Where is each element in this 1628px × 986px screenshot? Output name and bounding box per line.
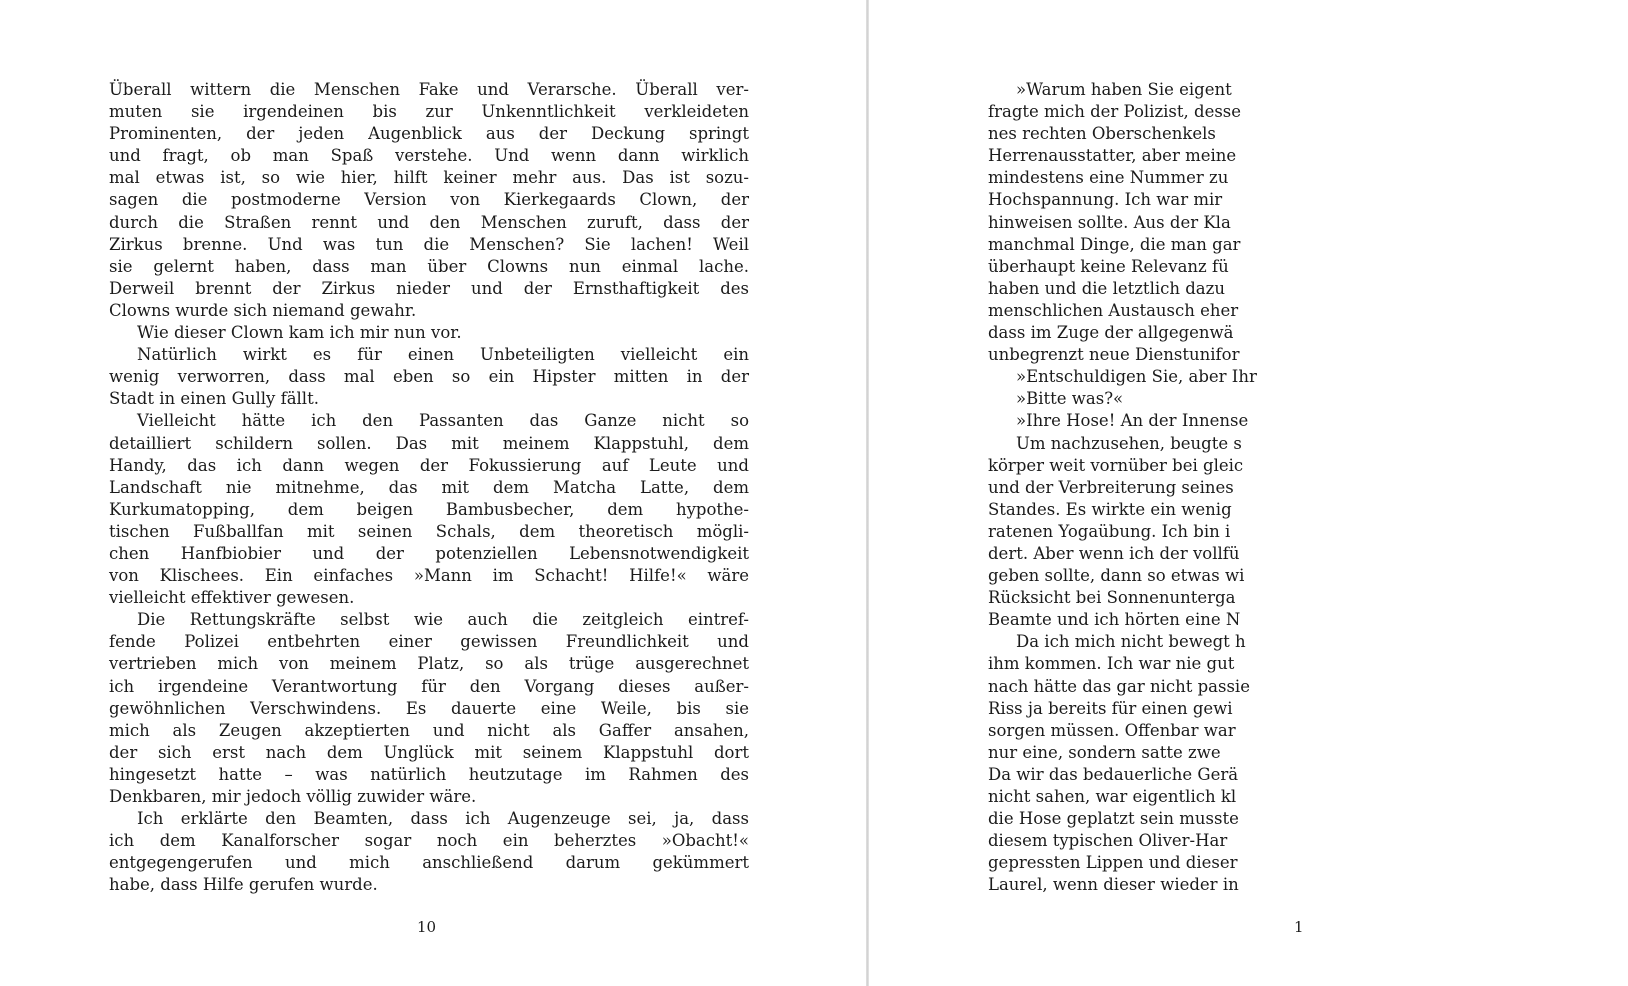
text-line: Denkbaren, mir jedoch völlig zuwider wäre. bbox=[109, 787, 477, 806]
right-page-text bbox=[988, 79, 1628, 896]
text-line: überhaupt keine Relevanz fü bbox=[988, 256, 1229, 276]
text-line: »Ihre Hose! An der Innense bbox=[1016, 411, 1249, 431]
text-line: sie gelernt haben, dass man über Clowns nun einmal lache. bbox=[109, 256, 749, 276]
left-page-text bbox=[109, 79, 749, 896]
text-line: Riss ja bereits für einen gewi bbox=[988, 698, 1233, 718]
text-line: der sich erst nach dem Unglück mit seinem Klappstuhl dort bbox=[109, 742, 749, 762]
text-line: vertrieben mich von meinem Platz, so als trüge ausgerechnet bbox=[109, 654, 749, 674]
text-line: ich irgendeine Verantwortung für den Vorgang dieses außer- bbox=[109, 676, 749, 696]
text-line: »Bitte was?« bbox=[1016, 389, 1124, 409]
text-line: fende Polizei entbehrten einer gewissen Freundlichkeit und bbox=[109, 632, 749, 652]
text-line: von Klischees. Ein einfaches »Mann im Schacht! Hilfe!« wäre bbox=[109, 566, 749, 586]
text-line: diesem typischen Oliver-Har bbox=[988, 831, 1228, 851]
text-line: die Hose geplatzt sein musste bbox=[988, 809, 1239, 829]
text-line: manchmal Dinge, die man gar bbox=[988, 234, 1241, 254]
text-line: Da ich mich nicht bewegt h bbox=[1016, 632, 1246, 652]
text-line: mindestens eine Nummer zu bbox=[988, 168, 1229, 188]
text-line: Standes. Es wirkte ein wenig bbox=[988, 499, 1232, 519]
text-line: und fragt, ob man Spaß verstehe. Und wenn dann wirklich bbox=[109, 146, 749, 166]
text-line: chen Hanfbiobier und der potenziellen Lebensnotwendigkeit bbox=[109, 543, 749, 563]
text-line: Rücksicht bei Sonnenunterga bbox=[988, 588, 1236, 608]
right-page-number: 1 bbox=[1294, 918, 1304, 936]
text-line: ihm kommen. Ich war nie gut bbox=[988, 654, 1235, 674]
text-line: durch die Straßen rennt und den Menschen zuruft, dass der bbox=[109, 212, 749, 232]
text-line: mal etwas ist, so wie hier, hilft keiner mehr aus. Das ist sozu- bbox=[109, 168, 749, 188]
text-line: sagen die postmoderne Version von Kierkegaards Clown, der bbox=[109, 190, 749, 210]
text-line: Um nachzusehen, beugte s bbox=[1016, 433, 1242, 453]
text-line: Natürlich wirkt es für einen Unbeteiligten vielleicht ein bbox=[137, 345, 749, 365]
text-line: gewöhnlichen Verschwindens. Es dauerte eine Weile, bis sie bbox=[109, 698, 749, 718]
text-line: Vielleicht hätte ich den Passanten das Ganze nicht so bbox=[137, 411, 749, 431]
text-line: nur eine, sondern satte zwe bbox=[988, 742, 1221, 762]
text-line: dert. Aber wenn ich der vollfü bbox=[988, 543, 1240, 563]
text-line: Die Rettungskräfte selbst wie auch die zeitgleich eintref- bbox=[137, 610, 749, 630]
text-line: ich dem Kanalforscher sogar noch ein beherztes »Obacht!« bbox=[109, 831, 749, 851]
text-line: entgegengerufen und mich anschließend darum gekümmert bbox=[109, 853, 749, 873]
text-line: nes rechten Oberschenkels bbox=[988, 124, 1216, 144]
text-line: unbegrenzt neue Dienstunifor bbox=[988, 345, 1240, 365]
left-page-number: 10 bbox=[417, 918, 437, 936]
text-line: geben sollte, dann so etwas wi bbox=[988, 566, 1245, 586]
text-line: Stadt in einen Gully fällt. bbox=[109, 389, 319, 409]
text-line: haben und die letztlich dazu bbox=[988, 278, 1225, 298]
text-line: Herrenausstatter, aber meine bbox=[988, 146, 1237, 166]
text-line: Da wir das bedauerliche Gerä bbox=[988, 764, 1239, 784]
text-line: Ich erklärte den Beamten, dass ich Augenzeuge sei, ja, dass bbox=[137, 809, 749, 829]
text-line: vielleicht effektiver gewesen. bbox=[109, 588, 355, 608]
text-line: tischen Fußballfan mit seinen Schals, dem theoretisch mögli- bbox=[109, 521, 749, 541]
text-line: Clowns wurde sich niemand gewahr. bbox=[109, 300, 417, 320]
text-line: Derweil brennt der Zirkus nieder und der Ernsthaftigkeit des bbox=[109, 278, 749, 298]
text-line: sorgen müssen. Offenbar war bbox=[988, 720, 1236, 740]
text-line: muten sie irgendeinen bis zur Unkenntlichkeit verkleideten bbox=[109, 102, 749, 122]
text-line: Handy, das ich dann wegen der Fokussierung auf Leute und bbox=[109, 455, 749, 475]
text-line: körper weit vornüber bei gleic bbox=[988, 455, 1244, 475]
text-line: detailliert schildern sollen. Das mit meinem Klappstuhl, dem bbox=[109, 433, 749, 453]
text-line: ratenen Yogaübung. Ich bin i bbox=[988, 521, 1231, 541]
text-line: Überall wittern die Menschen Fake und Verarsche. Überall ver- bbox=[109, 80, 749, 99]
right-page bbox=[869, 0, 1304, 986]
text-line: und der Verbreiterung seines bbox=[988, 477, 1234, 497]
text-line: wenig verworren, dass mal eben so ein Hipster mitten in der bbox=[109, 367, 749, 387]
text-line: Zirkus brenne. Und was tun die Menschen? Sie lachen! Weil bbox=[109, 234, 749, 254]
text-line: habe, dass Hilfe gerufen wurde. bbox=[109, 875, 378, 895]
text-line: Prominenten, der jeden Augenblick aus der Deckung springt bbox=[109, 124, 749, 144]
text-line: nach hätte das gar nicht passie bbox=[988, 676, 1250, 696]
text-line: Beamte und ich hörten eine N bbox=[988, 610, 1241, 630]
text-line: gepressten Lippen und dieser bbox=[988, 853, 1238, 873]
text-line: nicht sahen, war eigentlich kl bbox=[988, 787, 1237, 806]
text-line: Wie dieser Clown kam ich mir nun vor. bbox=[137, 323, 462, 343]
text-line: mich als Zeugen akzeptierten und nicht als Gaffer ansahen, bbox=[109, 720, 749, 740]
text-line: Kurkumatopping, dem beigen Bambusbecher, dem hypothe- bbox=[109, 499, 749, 519]
text-line: Laurel, wenn dieser wieder in bbox=[988, 875, 1239, 895]
text-line: »Entschuldigen Sie, aber Ihr bbox=[1016, 367, 1257, 387]
text-line: hinweisen sollte. Aus der Kla bbox=[988, 212, 1231, 232]
text-line: dass im Zuge der allgegenwä bbox=[988, 323, 1234, 343]
text-line: hingesetzt hatte – was natürlich heutzutage im Rahmen des bbox=[109, 764, 749, 784]
text-line: Hochspannung. Ich war mir bbox=[988, 190, 1223, 210]
text-line: menschlichen Austausch eher bbox=[988, 300, 1239, 320]
text-line: fragte mich der Polizist, desse bbox=[988, 102, 1242, 122]
text-line: Landschaft nie mitnehme, das mit dem Matcha Latte, dem bbox=[109, 477, 749, 497]
text-line: »Warum haben Sie eigent bbox=[1016, 80, 1232, 99]
